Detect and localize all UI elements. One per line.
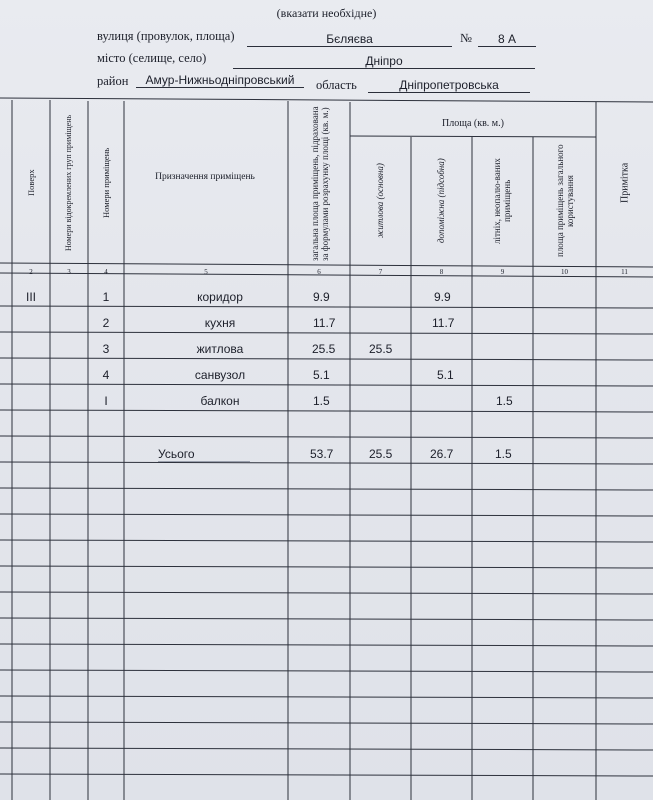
totals-aux-area: 26.7 — [430, 447, 454, 461]
column-number: 3 — [67, 268, 71, 276]
area-group-header: Площа (кв. м.) — [442, 118, 504, 129]
totals-living-area: 25.5 — [369, 447, 393, 461]
totals-total-area: 53.7 — [310, 447, 334, 461]
room-number-cell: 2 — [102, 316, 110, 330]
purpose-cell: санвузол — [194, 368, 246, 382]
total-area-cell: 1.5 — [313, 394, 330, 408]
column-number: 5 — [204, 268, 208, 276]
purpose-cell: коридор — [197, 290, 243, 304]
floor-cell: III — [25, 290, 36, 304]
aux-area-cell: 9.9 — [434, 290, 451, 304]
column-number: 7 — [378, 268, 383, 276]
room-number-cell: 3 — [102, 342, 110, 356]
totals-label: Усього — [158, 447, 250, 462]
group-numbers-header: Номери відокремлених груп приміщень — [64, 114, 73, 252]
district-value: Амур-Нижньодніпровський — [136, 73, 304, 88]
note-header: Примітка — [619, 162, 631, 204]
column-number: 10 — [561, 268, 568, 276]
summer-header: літніх, неопалю-ваних приміщень — [492, 158, 512, 244]
purpose-cell: кухня — [204, 316, 236, 330]
number-value: 8 А — [478, 32, 536, 47]
living-header: житлова (основна) — [375, 163, 385, 239]
room-numbers-header: Номери приміщень — [101, 147, 111, 219]
region-value: Дніпропетровська — [368, 78, 530, 93]
column-number: 4 — [104, 268, 108, 276]
column-number: 8 — [439, 268, 444, 276]
summer-area-cell: 1.5 — [496, 394, 513, 408]
region-label: область — [316, 78, 357, 92]
room-number-cell: 4 — [102, 368, 110, 382]
total-area-header: загальна площа приміщень, підрахована за формулами розрахунку площі (кв. м.) — [310, 106, 330, 262]
number-label: № — [460, 31, 472, 45]
totals-summer-area: 1.5 — [495, 447, 512, 461]
total-area-cell: 11.7 — [313, 316, 336, 330]
common-header: площа приміщень загального користування — [555, 144, 575, 258]
column-number: 6 — [317, 268, 321, 276]
district-label: район — [97, 74, 129, 88]
city-value: Дніпро — [233, 54, 535, 69]
living-area-cell: 25.5 — [369, 342, 393, 356]
room-number-cell: I — [104, 394, 108, 408]
aux-area-cell: 11.7 — [432, 316, 455, 330]
total-area-cell: 9.9 — [313, 290, 330, 304]
auxiliary-header: допоміжна (підсобна) — [436, 158, 446, 244]
aux-area-cell: 5.1 — [437, 368, 454, 382]
purpose-cell: житлова — [196, 342, 244, 356]
street-value: Бєляєва — [247, 32, 452, 47]
column-number: 9 — [500, 268, 505, 276]
column-number: 11 — [621, 268, 628, 276]
header-note: (вказати необхідне) — [276, 6, 377, 20]
street-label: вулиця (провулок, площа) — [97, 29, 235, 43]
total-area-cell: 5.1 — [313, 368, 330, 382]
column-number: 2 — [29, 268, 33, 276]
purpose-header: Призначення приміщень — [155, 172, 255, 182]
room-number-cell: 1 — [102, 290, 110, 304]
purpose-cell: балкон — [200, 394, 240, 408]
floor-header: Поверх — [26, 169, 36, 197]
city-label: місто (селище, село) — [97, 51, 207, 65]
total-area-cell: 25.5 — [312, 342, 336, 356]
